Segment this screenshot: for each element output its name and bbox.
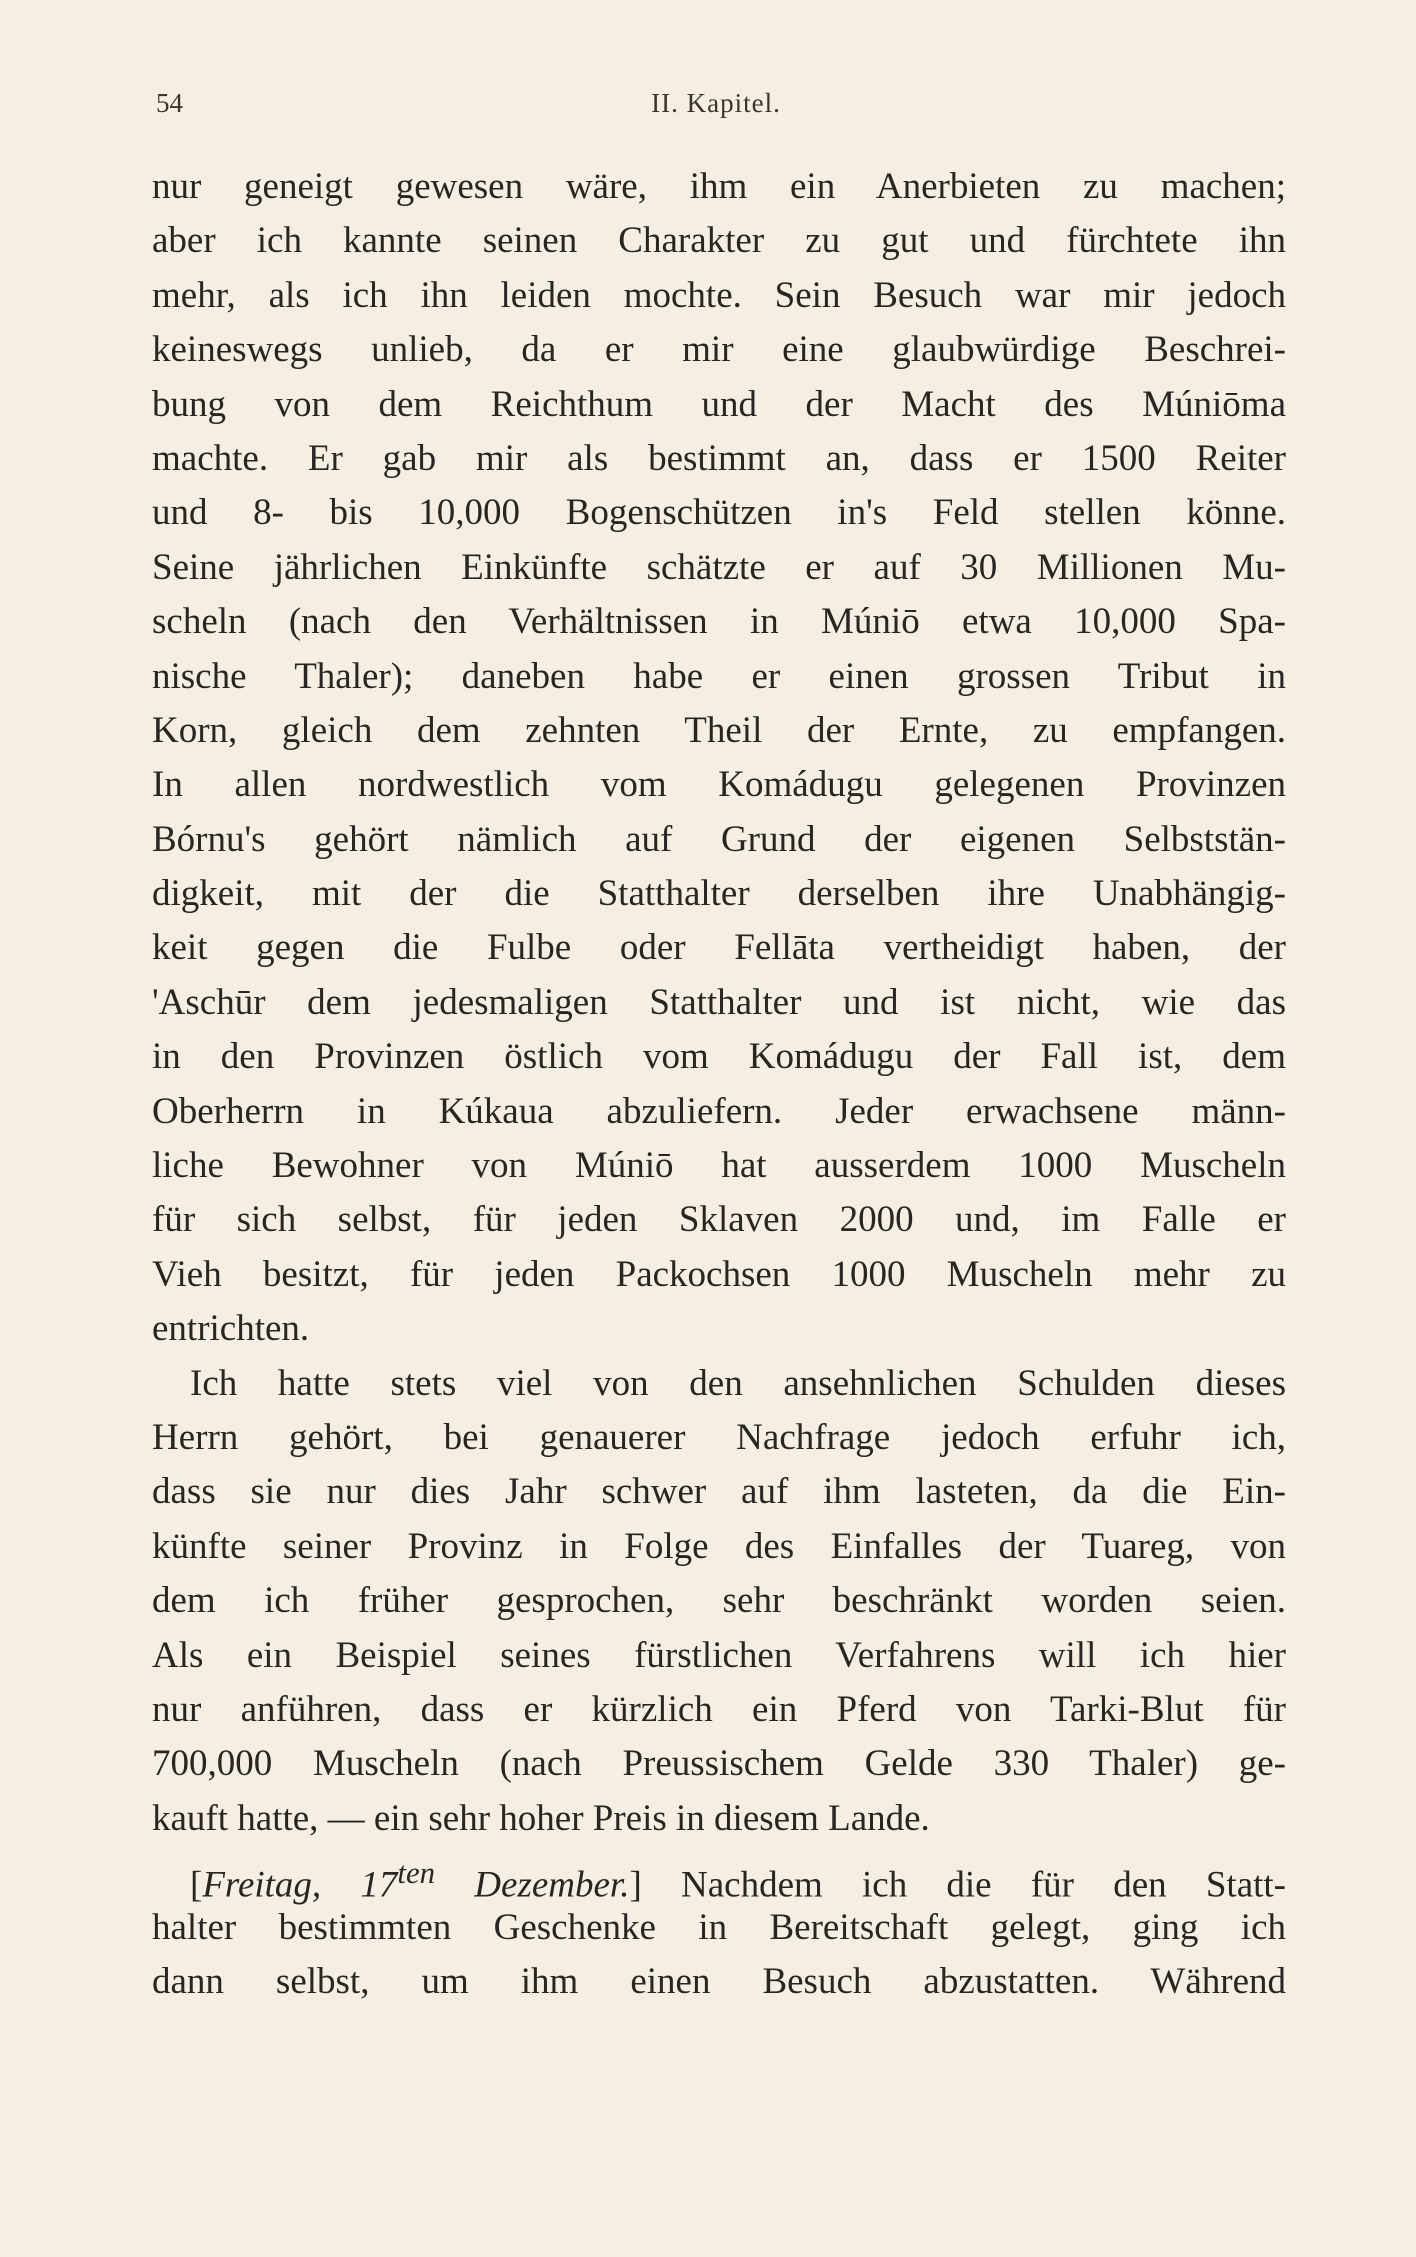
text-line: nische Thaler); daneben habe er einen grossen Tribut in <box>152 655 1286 697</box>
paragraph-start-line: Ich hatte stets viel von den ansehnlichen Schulden dieses <box>190 1362 1286 1404</box>
text-line: Herrn gehört, bei genauerer Nachfrage jedoch erfuhr ich, <box>152 1416 1286 1458</box>
page-header <box>156 82 1276 132</box>
text-line: Oberherrn in Kúkaua abzuliefern. Jeder erwachsene männ- <box>152 1090 1286 1132</box>
date-note-month: Dezember. <box>435 1864 630 1906</box>
text-line: bung von dem Reichthum und der Macht des Múniōma <box>152 383 1286 425</box>
page-number: 54 <box>156 88 183 118</box>
paragraph-end-line: entrichten. <box>152 1308 310 1350</box>
text-line: nur geneigt gewesen wäre, ihm ein Anerbieten zu machen; <box>152 166 1286 207</box>
text-line: machte. Er gab mir als bestimmt an, dass er 1500 Reiter <box>152 437 1286 479</box>
text-line: Vieh besitzt, für jeden Packochsen 1000 Muscheln mehr zu <box>152 1253 1286 1295</box>
text-line: mehr, als ich ihn leiden mochte. Sein Besuch war mir jedoch <box>152 274 1286 316</box>
text-line: Korn, gleich dem zehnten Theil der Ernte, zu empfangen. <box>152 709 1286 751</box>
text-line: dem ich früher gesprochen, sehr beschränkt worden seien. <box>152 1580 1286 1622</box>
text-line: und 8- bis 10,000 Bogenschützen in's Feld stellen könne. <box>152 492 1286 534</box>
text-line: in den Provinzen östlich vom Komádugu der Fall ist, dem <box>152 1036 1286 1078</box>
date-note-close-bracket: ] <box>629 1864 642 1906</box>
text-line: digkeit, mit der die Statthalter derselben ihre Unabhängig- <box>152 873 1286 915</box>
text-line: In allen nordwestlich vom Komádugu gelegenen Provinzen <box>152 764 1286 806</box>
text-line: dann selbst, um ihm einen Besuch abzustatten. Während <box>152 1960 1286 2002</box>
date-note-open-bracket: [ <box>190 1864 203 1906</box>
text-line: 'Aschūr dem jedesmaligen Statthalter und ist nicht, wie das <box>152 981 1286 1023</box>
text-line: für sich selbst, für jeden Sklaven 2000 und, im Falle er <box>152 1199 1286 1241</box>
text-line: keineswegs unlieb, da er mir eine glaubwürdige Beschrei- <box>152 329 1286 371</box>
text-line: scheln (nach den Verhältnissen in Múniō etwa 10,000 Spa- <box>152 601 1286 643</box>
text-line: liche Bewohner von Múniō hat ausserdem 1000 Muscheln <box>152 1145 1286 1187</box>
text-line: 700,000 Muscheln (nach Preussischem Gelde 330 Thaler) ge- <box>152 1743 1286 1785</box>
text-line: dass sie nur dies Jahr schwer auf ihm lasteten, da die Ein- <box>152 1471 1286 1513</box>
date-note-rest: Nachdem ich die für den Statt- <box>641 1864 1286 1906</box>
date-note-line <box>152 1846 1286 1906</box>
text-line: halter bestimmten Geschenke in Bereitschaft gelegt, ging ich <box>152 1906 1286 1948</box>
text-line: künfte seiner Provinz in Folge des Einfalles der Tuareg, von <box>152 1525 1286 1567</box>
text-line: Seine jährlichen Einkünfte schätzte er auf 30 Millionen Mu- <box>152 546 1286 588</box>
body-text <box>152 160 1286 2009</box>
running-head: II. Kapitel. <box>651 88 781 118</box>
text-line: nur anführen, dass er kürzlich ein Pferd von Tarki-Blut für <box>152 1688 1286 1730</box>
date-note-day: Freitag, 17 <box>202 1864 398 1906</box>
text-line: aber ich kannte seinen Charakter zu gut und fürchtete ihn <box>152 220 1286 262</box>
text-line: Bórnu's gehört nämlich auf Grund der eigenen Selbststän- <box>152 818 1286 860</box>
date-note-superscript: ten <box>397 1856 436 1891</box>
text-line: keit gegen die Fulbe oder Fellāta vertheidigt haben, der <box>152 927 1286 969</box>
paragraph-end-line: kauft hatte, — ein sehr hoher Preis in diesem Lande. <box>152 1797 930 1839</box>
text-line: Als ein Beispiel seines fürstlichen Verfahrens will ich hier <box>152 1634 1286 1676</box>
